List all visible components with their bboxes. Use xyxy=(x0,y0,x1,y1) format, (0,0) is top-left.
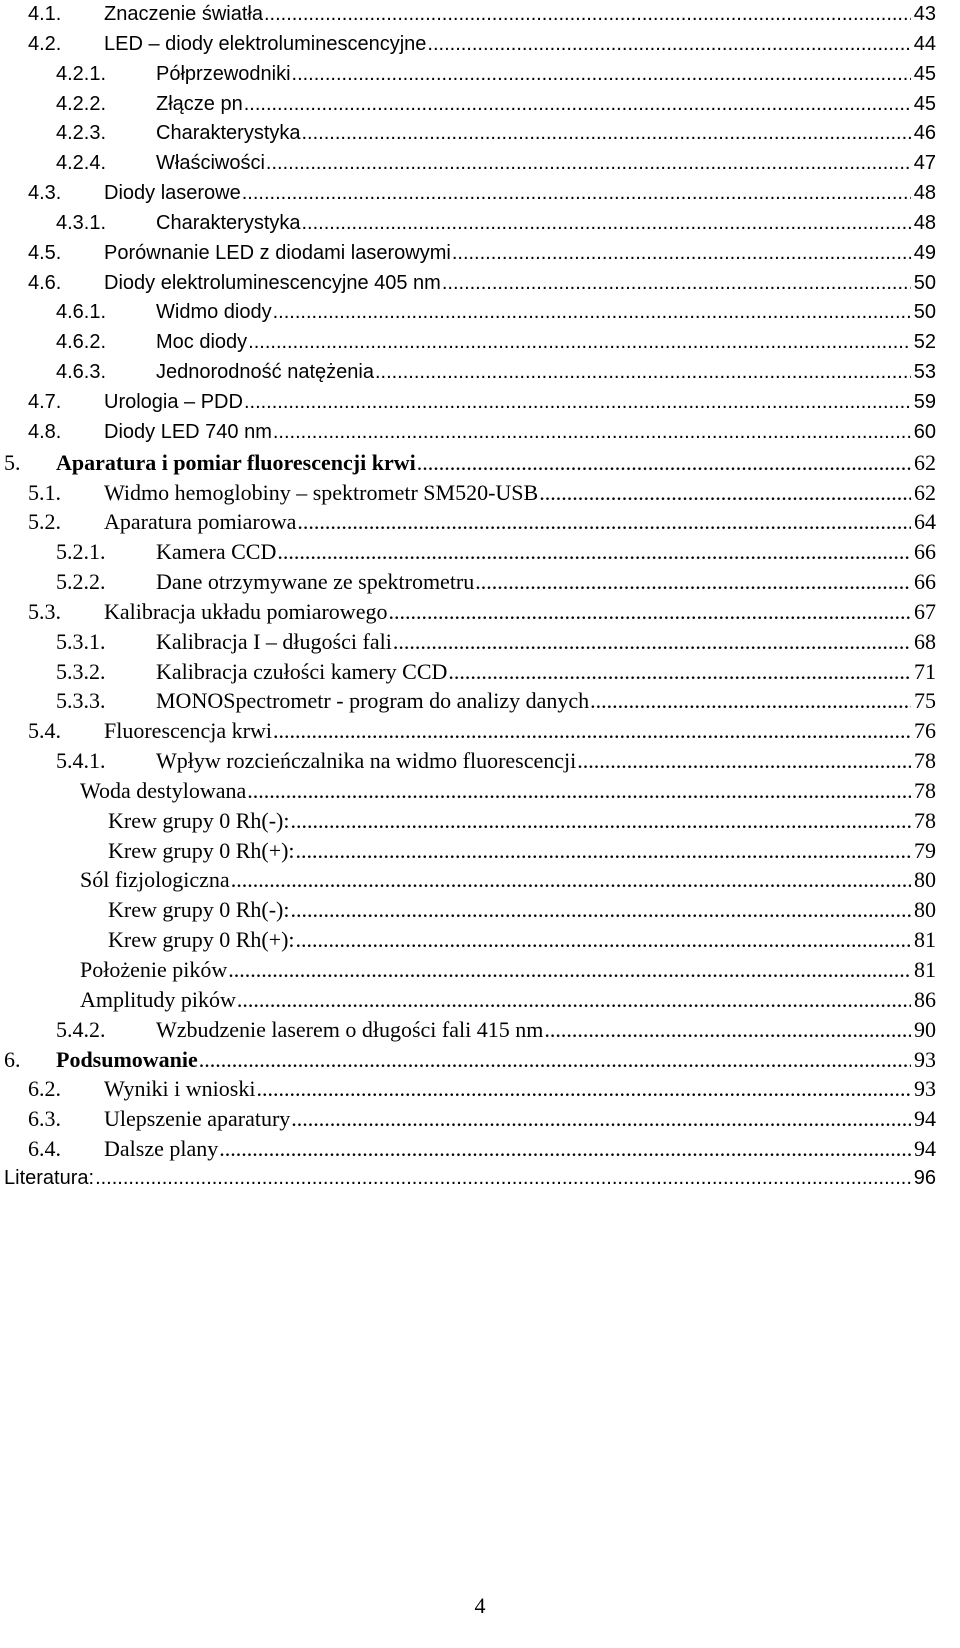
toc-entry-title: Sól fizjologiczna xyxy=(80,867,230,893)
toc-entry-page: 81 xyxy=(914,927,936,953)
toc-entry-number: 6.4. xyxy=(28,1136,61,1162)
toc-dot-leader xyxy=(219,1134,911,1164)
toc-entry-number: 4.2.2. xyxy=(56,92,107,115)
toc-entry-title: Złącze pn xyxy=(156,92,243,115)
toc-dot-leader xyxy=(228,955,911,985)
toc-entry[interactable] xyxy=(4,209,936,239)
toc-dot-leader xyxy=(427,30,911,60)
toc-entry-page: 45 xyxy=(913,92,936,115)
toc-entry[interactable] xyxy=(4,806,936,836)
toc-dot-leader xyxy=(302,209,912,239)
toc-entry-title: Ulepszenie aparatury xyxy=(104,1106,291,1132)
toc-entry-title: Krew grupy 0 Rh(+): xyxy=(108,927,295,953)
toc-dot-leader xyxy=(231,865,911,895)
toc-entry-number: 4.8. xyxy=(28,420,62,443)
toc-dot-leader xyxy=(256,1074,911,1104)
toc-entry[interactable] xyxy=(4,60,936,90)
toc-dot-leader xyxy=(273,298,911,328)
toc-entry-title: Wzbudzenie laserem o długości fali 415 nm xyxy=(156,1016,544,1042)
toc-entry[interactable] xyxy=(4,895,936,925)
toc-entry[interactable] xyxy=(4,537,936,567)
toc-entry-number: 4.6.3. xyxy=(56,361,107,384)
toc-entry-title: Aparatura pomiarowa xyxy=(104,509,297,535)
toc-entry-number: 4.2.4. xyxy=(56,152,107,175)
toc-entry-page: 62 xyxy=(914,449,936,475)
toc-dot-leader xyxy=(475,567,911,597)
toc-entry-page: 86 xyxy=(914,986,936,1012)
toc-entry-title: Właściwości xyxy=(156,152,265,175)
toc-entry-title: Wpływ rozcieńczalnika na widmo fluorescencji xyxy=(156,748,577,774)
toc-entry-page: 79 xyxy=(914,837,936,863)
toc-dot-leader xyxy=(292,60,911,90)
toc-entry-title: LED – diody elektroluminescencyjne xyxy=(104,32,427,55)
toc-dot-leader xyxy=(277,537,911,567)
toc-entry-title: Półprzewodniki xyxy=(156,62,291,85)
toc-entry[interactable] xyxy=(4,716,936,746)
toc-entry-page: 64 xyxy=(914,509,936,535)
toc-entry[interactable] xyxy=(4,448,936,478)
toc-entry-title: Diody elektroluminescencyjne 405 nm xyxy=(104,271,441,294)
toc-entry-number: 4.2. xyxy=(28,32,62,55)
toc-dot-leader xyxy=(388,597,911,627)
toc-entry-title: Kalibracja układu pomiarowego xyxy=(104,598,388,624)
toc-entry-number: 5.4.1. xyxy=(56,748,106,774)
toc-entry-number: 6. xyxy=(4,1046,21,1072)
toc-entry-page: 93 xyxy=(914,1076,936,1102)
toc-entry-title: Charakterystyka xyxy=(156,122,301,145)
toc-dot-leader xyxy=(242,179,911,209)
toc-dot-leader xyxy=(264,0,911,30)
toc-dot-leader xyxy=(296,925,911,955)
toc-entry[interactable] xyxy=(4,418,936,448)
toc-entry-page: 81 xyxy=(914,957,936,982)
toc-entry[interactable] xyxy=(4,925,936,955)
toc-dot-leader xyxy=(291,1104,911,1134)
toc-entry-title: Krew grupy 0 Rh(+): xyxy=(108,837,295,863)
toc-entry[interactable] xyxy=(4,836,936,866)
toc-entry-page: 78 xyxy=(914,807,936,833)
toc-entry-number: 5.2.1. xyxy=(56,539,106,565)
toc-dot-leader xyxy=(544,1015,911,1045)
toc-entry[interactable] xyxy=(4,1134,936,1164)
toc-entry[interactable] xyxy=(4,328,936,358)
toc-dot-leader xyxy=(539,478,911,508)
toc-dot-leader xyxy=(247,776,911,806)
toc-entry[interactable] xyxy=(4,0,936,30)
toc-entry-title: MONOSpectrometr - program do analizy danych xyxy=(156,688,590,714)
toc-entry-title: Wyniki i wnioski xyxy=(104,1076,256,1102)
toc-entry-page: 96 xyxy=(913,1166,936,1189)
toc-entry-number: 5.3. xyxy=(28,598,61,624)
toc-entry[interactable] xyxy=(4,239,936,269)
toc-dot-leader xyxy=(290,895,911,925)
toc-dot-leader xyxy=(452,239,911,269)
toc-entry-page: 46 xyxy=(913,122,936,145)
toc-entry[interactable] xyxy=(4,30,936,60)
toc-entry-number: 4.2.3. xyxy=(56,122,107,145)
toc-entry[interactable] xyxy=(4,1045,936,1075)
toc-entry-number: 4.7. xyxy=(28,390,62,413)
toc-entry-page: 66 xyxy=(914,569,936,595)
toc-entry-number: 4.6.1. xyxy=(56,301,107,324)
toc-entry-title: Porównanie LED z diodami laserowymi xyxy=(104,241,451,264)
toc-entry-number: 4.3.1. xyxy=(56,211,107,234)
toc-entry-page: 71 xyxy=(914,658,936,684)
toc-dot-leader xyxy=(296,836,911,866)
toc-dot-leader xyxy=(375,358,911,388)
toc-entry-page: 50 xyxy=(913,301,936,324)
toc-entry-page: 49 xyxy=(913,241,936,264)
toc-dot-leader xyxy=(442,269,911,299)
toc-entry-page: 75 xyxy=(914,688,936,714)
toc-dot-leader xyxy=(199,1045,911,1075)
toc-entry-page: 50 xyxy=(913,271,936,294)
toc-entry-page: 52 xyxy=(913,331,936,354)
toc-entry-page: 94 xyxy=(914,1106,936,1132)
toc-entry-number: 5.4. xyxy=(28,718,61,744)
toc-dot-leader xyxy=(244,90,911,120)
toc-entry[interactable] xyxy=(4,657,936,687)
toc-entry-page: 60 xyxy=(913,420,936,443)
toc-entry-page: 90 xyxy=(914,1016,936,1042)
toc-entry-page: 43 xyxy=(913,3,936,25)
toc-entry-title: Moc diody xyxy=(156,331,248,354)
toc-entry-title: Krew grupy 0 Rh(-): xyxy=(108,807,290,833)
toc-dot-leader xyxy=(590,686,911,716)
toc-entry[interactable] xyxy=(4,746,936,776)
toc-dot-leader xyxy=(248,328,911,358)
toc-entry-title: Jednorodność natężenia xyxy=(156,361,374,384)
toc-entry-title: Widmo hemoglobiny – spektrometr SM520-USB xyxy=(104,479,539,505)
toc-entry[interactable] xyxy=(4,269,936,299)
toc-entry-page: 78 xyxy=(914,748,936,774)
toc-entry-number: 5.1. xyxy=(28,479,61,505)
toc-entry-title: Kamera CCD xyxy=(156,539,277,565)
toc-entry-page: 53 xyxy=(913,361,936,384)
toc-entry-page: 47 xyxy=(913,152,936,175)
toc-entry-number: 4.3. xyxy=(28,182,62,205)
toc-entry-title: Kalibracja I – długości fali xyxy=(156,628,392,654)
toc-entry-title: Fluorescencja krwi xyxy=(104,718,272,744)
toc-entry[interactable] xyxy=(4,1015,936,1045)
toc-entry[interactable] xyxy=(4,985,936,1015)
toc-entry-title: Widmo diody xyxy=(156,301,272,324)
toc-dot-leader xyxy=(448,657,911,687)
toc-entry-page: 67 xyxy=(914,598,936,624)
toc-entry[interactable] xyxy=(4,358,936,388)
toc-dot-leader xyxy=(237,985,911,1015)
toc-entry[interactable] xyxy=(4,478,936,508)
toc-entry-page: 78 xyxy=(914,777,936,803)
toc-entry-page: 80 xyxy=(914,897,936,923)
toc-entry-number: 4.2.1. xyxy=(56,62,107,85)
toc-dot-leader xyxy=(302,119,912,149)
toc-dot-leader xyxy=(266,149,911,179)
toc-dot-leader xyxy=(95,1164,911,1194)
toc-entry-title: Literatura: xyxy=(4,1166,95,1189)
toc-entry-title: Znaczenie światła xyxy=(104,3,263,25)
toc-entry-title: Aparatura i pomiar fluorescencji krwi xyxy=(56,449,416,475)
toc-entry-title: Charakterystyka xyxy=(156,211,301,234)
toc-dot-leader xyxy=(297,507,911,537)
toc-entry-number: 5.3.1. xyxy=(56,628,106,654)
toc-dot-leader xyxy=(417,448,911,478)
toc-entry-page: 62 xyxy=(914,479,936,505)
toc-entry[interactable] xyxy=(4,119,936,149)
toc-entry-page: 66 xyxy=(914,539,936,565)
toc-entry-number: 6.3. xyxy=(28,1106,61,1132)
toc-entry-number: 4.6. xyxy=(28,271,62,294)
toc-dot-leader xyxy=(393,627,911,657)
toc-entry-number: 6.2. xyxy=(28,1076,61,1102)
toc-entry-page: 80 xyxy=(914,867,936,893)
toc-entry-page: 48 xyxy=(913,211,936,234)
toc-entry[interactable] xyxy=(4,627,936,657)
toc-entry[interactable] xyxy=(4,776,936,806)
toc-entry[interactable] xyxy=(4,507,936,537)
toc-entry-number: 4.6.2. xyxy=(56,331,107,354)
toc-dot-leader xyxy=(273,716,911,746)
toc-entry-page: 93 xyxy=(914,1046,936,1072)
toc-entry-title: Dalsze plany xyxy=(104,1136,219,1162)
toc-entry[interactable] xyxy=(4,179,936,209)
toc-entry-title: Urologia – PDD xyxy=(104,390,243,413)
toc-entry[interactable] xyxy=(4,90,936,120)
toc-entry-number: 4.5. xyxy=(28,241,62,264)
toc-entry-number: 5.3.3. xyxy=(56,688,106,714)
toc-entry[interactable] xyxy=(4,955,936,985)
toc-entry-page: 68 xyxy=(914,628,936,654)
toc-entry-number: 4.1. xyxy=(28,3,62,25)
toc-entry-page: 45 xyxy=(913,62,936,85)
toc-entry-title: Dane otrzymywane ze spektrometru xyxy=(156,569,475,595)
toc-dot-leader xyxy=(273,418,911,448)
toc-entry-title: Diody laserowe xyxy=(104,182,241,205)
toc-entry[interactable] xyxy=(4,686,936,716)
toc-entry-title: Kalibracja czułości kamery CCD xyxy=(156,658,448,684)
toc-entry-number: 5.4.2. xyxy=(56,1016,106,1042)
toc-entry-title: Amplitudy pików xyxy=(80,986,236,1012)
toc-entry-number: 5. xyxy=(4,449,21,475)
toc-entry-number: 5.2. xyxy=(28,509,61,535)
toc-entry[interactable] xyxy=(4,597,936,627)
toc-dot-leader xyxy=(244,388,911,418)
toc-entry-title: Podsumowanie xyxy=(56,1046,198,1072)
toc-dot-leader xyxy=(290,806,911,836)
toc-entry-number: 5.3.2. xyxy=(56,658,106,684)
toc-entry-page: 44 xyxy=(913,32,936,55)
toc-entry[interactable] xyxy=(4,1104,936,1134)
toc-entry-page: 59 xyxy=(913,390,936,413)
toc-entry-page: 76 xyxy=(914,718,936,744)
toc-entry[interactable] xyxy=(4,298,936,328)
page-number: 4 xyxy=(474,1593,486,1618)
toc-entry[interactable] xyxy=(4,1074,936,1104)
toc-entry-page: 94 xyxy=(914,1136,936,1162)
toc-entry[interactable] xyxy=(4,1164,936,1194)
toc-entry[interactable] xyxy=(4,149,936,179)
table-of-contents xyxy=(4,0,936,1194)
toc-entry-title: Diody LED 740 nm xyxy=(104,420,272,443)
toc-entry-title: Położenie pików xyxy=(80,957,228,982)
toc-dot-leader xyxy=(577,746,911,776)
toc-entry-title: Krew grupy 0 Rh(-): xyxy=(108,897,290,923)
toc-entry[interactable] xyxy=(4,865,936,895)
toc-entry[interactable] xyxy=(4,567,936,597)
toc-entry-number: 5.2.2. xyxy=(56,569,106,595)
toc-entry-page: 48 xyxy=(913,182,936,205)
toc-entry-title: Woda destylowana xyxy=(80,777,247,803)
toc-entry[interactable] xyxy=(4,388,936,418)
